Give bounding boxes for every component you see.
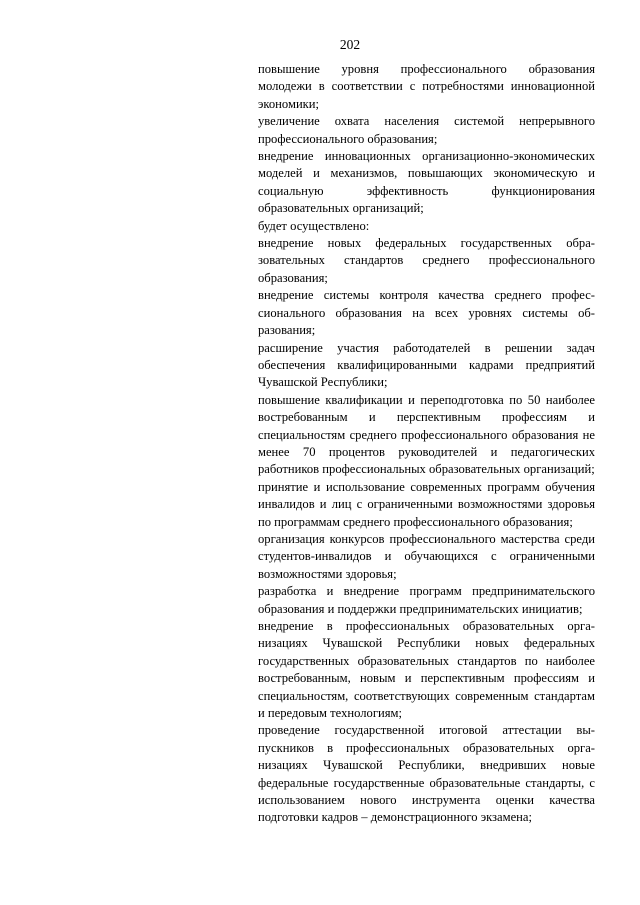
paragraph-11: разработка и внедрение программ предпринимательского образования и поддержки предпринимательских инициатив; (258, 584, 595, 616)
paragraph-4: будет осуществлено: (258, 218, 370, 233)
body-text (258, 61, 595, 827)
paragraph-3: внедрение инновационных организационно-экономических моделей и механизмов, повышающих экономическую и социальную эффективность функционирования образовательных организаций; (258, 149, 595, 216)
paragraph-10: организация конкурсов профессионального мастерства среди студентов-инвалидов и обучающихся с ограниченными возможностями здоровья; (258, 531, 595, 581)
paragraph-13: проведение государственной итоговой аттестации выпускников в профессиональных образовательных организациях Чувашской Республики, внедривших новые федеральные государственные образовательные стандарты, с использованием нового инструмента оценки качества подготовки кадров – демонстрационного экзамена; (258, 723, 595, 825)
paragraph-12: внедрение в профессиональных образовательных организациях Чувашской Республики новых федеральных государственных образовательных стандартов по наиболее востребованным, новым и перспективным профессиям и специальностям, соответствующих современным стандартам и передовым технологиям; (258, 619, 595, 721)
paragraph-1: повышение уровня профессионального образования молодежи в соответствии с потребностями инновационной экономики; (258, 62, 595, 111)
paragraph-5: внедрение новых федеральных государственных образовательных стандартов среднего профессионального образования; (258, 236, 595, 285)
paragraph-7: расширение участия работодателей в решении задач обеспечения квалифицированными кадрами предприятий Чувашской Республики; (258, 340, 595, 390)
paragraph-6: внедрение системы контроля качества среднего профессионального образования на всех уровнях системы образования; (258, 288, 595, 338)
page-number: 202 (339, 37, 361, 52)
paragraph-2: увеличение охвата населения системой непрерывного профессионального образования; (258, 114, 595, 146)
paragraph-9: принятие и использование современных программ обучения инвалидов и лиц с ограниченными возможностями здоровья по программам среднего профессионального образования; (258, 479, 595, 529)
paragraph-8: повышение квалификации и переподготовка по 50 наиболее востребованным и перспективным профессиям и специальностям среднего профессионального образования не менее 70 процентов руководителей и педагогических работников профессиональных образовательных организаций; (258, 392, 595, 477)
